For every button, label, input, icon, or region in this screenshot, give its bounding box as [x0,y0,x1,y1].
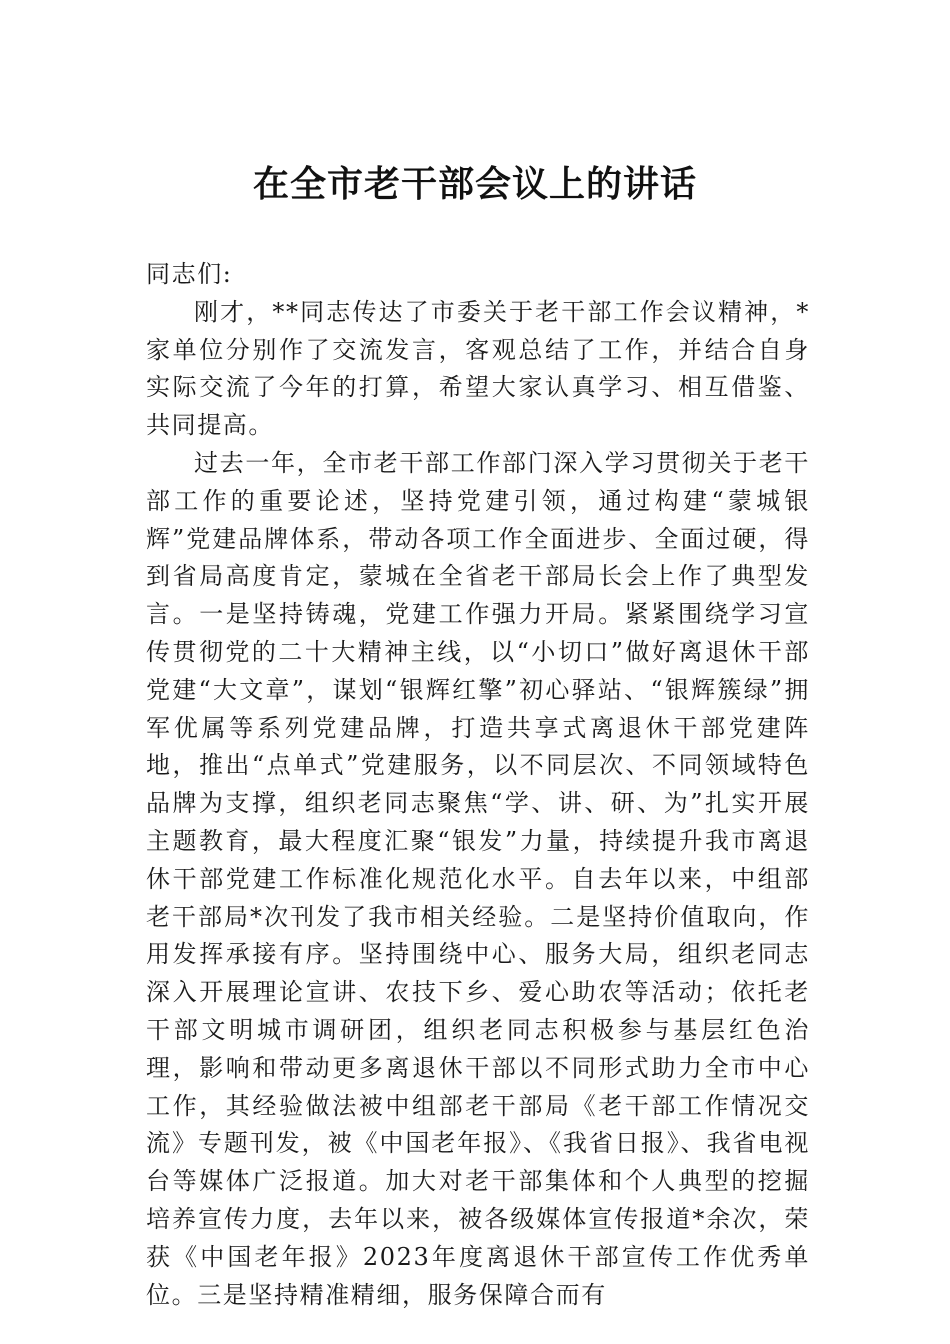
paragraph-2: 过去一年，全市老干部工作部门深入学习贯彻关于老干部工作的重要论述，坚持党建引领，通过构建“蒙城银辉”党建品牌体系，带动各项工作全面进步、全面过硬，得到省局高度肯定，蒙城在全省老干部局长会上作了典型发言。一是坚持铸魂，党建工作强力开局。紧紧围绕学习宣传贯彻党的二十大精神主线，以“小切口”做好离退休干部党建“大文章”，谋划“银辉红擎”初心驿站、“银辉簇绿”拥军优属等系列党建品牌，打造共享式离退休干部党建阵地，推出“点单式”党建服务，以不同层次、不同领域特色品牌为支撑，组织老同志聚焦“学、讲、研、为”扎实开展主题教育，最大程度汇聚“银发”力量，持续提升我市离退休干部党建工作标准化规范化水平。自去年以来，中组部老干部局*次刊发了我市相关经验。二是坚持价值取向，作用发挥承接有序。坚持围绕中心、服务大局，组织老同志深入开展理论宣讲、农技下乡、爱心助农等活动；依托老干部文明城市调研团，组织老同志积极参与基层红色治理，影响和带动更多离退休干部以不同形式助力全市中心工作，其经验做法被中组部老干部局《老干部工作情况交流》专题刊发，被《中国老年报》、《我省日报》、我省电视台等媒体广泛报道。加大对老干部集体和个人典型的挖掘培养宣传力度，去年以来，被各级媒体宣传报道*余次，荣获《中国老年报》2023年度离退休干部宣传工作优秀单位。三是坚持精准精细，服务保障合而有 [146,448,810,1309]
document-body [146,256,810,1314]
paragraph-1: 刚才，**同志传达了市委关于老干部工作会议精神，*家单位分别作了交流发言，客观总结了工作，并结合自身实际交流了今年的打算，希望大家认真学习、相互借鉴、共同提高。 [146,297,810,440]
document-title: 在全市老干部会议上的讲话 [252,163,697,205]
salutation: 同志们: [146,260,233,288]
